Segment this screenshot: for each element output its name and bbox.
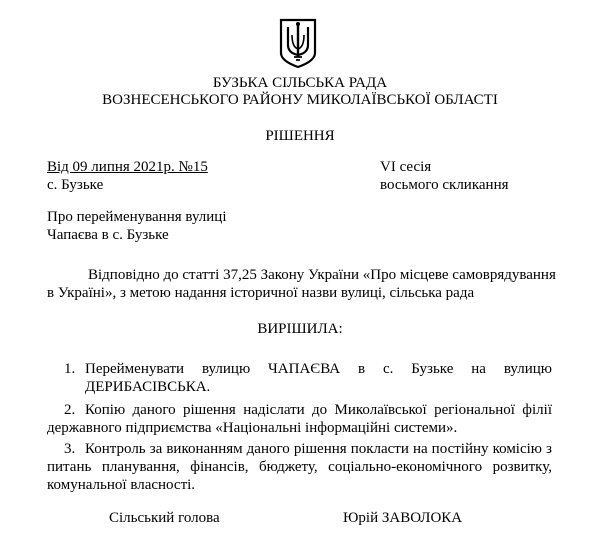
item-number: 2. bbox=[64, 402, 76, 418]
item-text-line: питань планування, фінансів, бюджету, соціально-економічного розвитку, bbox=[47, 459, 552, 475]
signature-title: Сільський голова bbox=[109, 510, 220, 526]
subject-line2: Чапаєва в с. Бузьке bbox=[47, 227, 169, 243]
preamble-line1: Відповідно до статті 37,25 Закону України «Про місцеве самоврядування bbox=[88, 267, 556, 283]
preamble-line2: в Україні», з метою надання історичної назви вулиці, сільська рада bbox=[47, 285, 475, 301]
decision-place: с. Бузьке bbox=[47, 177, 104, 193]
signature-name: Юрій ЗАВОЛОКА bbox=[343, 510, 463, 526]
item-text-line: Перейменувати вулицю ЧАПАЄВА в с. Бузьке на вулицю bbox=[85, 361, 552, 377]
org-name-line1: БУЗЬКА СІЛЬСЬКА РАДА bbox=[212, 75, 388, 91]
item-text-line: ДЕРИБАСІВСЬКА. bbox=[85, 379, 211, 395]
item-text-line: державного підприємства «Національні інформаційні системи». bbox=[47, 420, 458, 436]
session-number: VI сесія bbox=[380, 159, 432, 175]
trident-coat-of-arms-icon bbox=[278, 17, 318, 69]
decision-date-number: Від 09 липня 2021р. №15 bbox=[47, 159, 208, 175]
subject-line1: Про перейменування вулиці bbox=[47, 209, 227, 225]
item-text-line: комунальної власності. bbox=[47, 477, 196, 493]
item-number: 1. bbox=[64, 361, 76, 377]
org-name-line2: ВОЗНЕСЕНСЬКОГО РАЙОНУ МИКОЛАЇВСЬКОЇ ОБЛАСТІ bbox=[102, 92, 498, 108]
decision-heading: ВИРІШИЛА: bbox=[257, 321, 343, 337]
item-number: 3. bbox=[64, 441, 76, 457]
item-text-line: Копію даного рішення надіслати до Миколаївської регіональної філії bbox=[85, 402, 552, 418]
item-text-line: Контроль за виконанням даного рішення покласти на постійну комісію з bbox=[85, 441, 552, 457]
doc-type-title: РІШЕННЯ bbox=[265, 128, 335, 144]
convocation: восьмого скликання bbox=[380, 177, 509, 193]
